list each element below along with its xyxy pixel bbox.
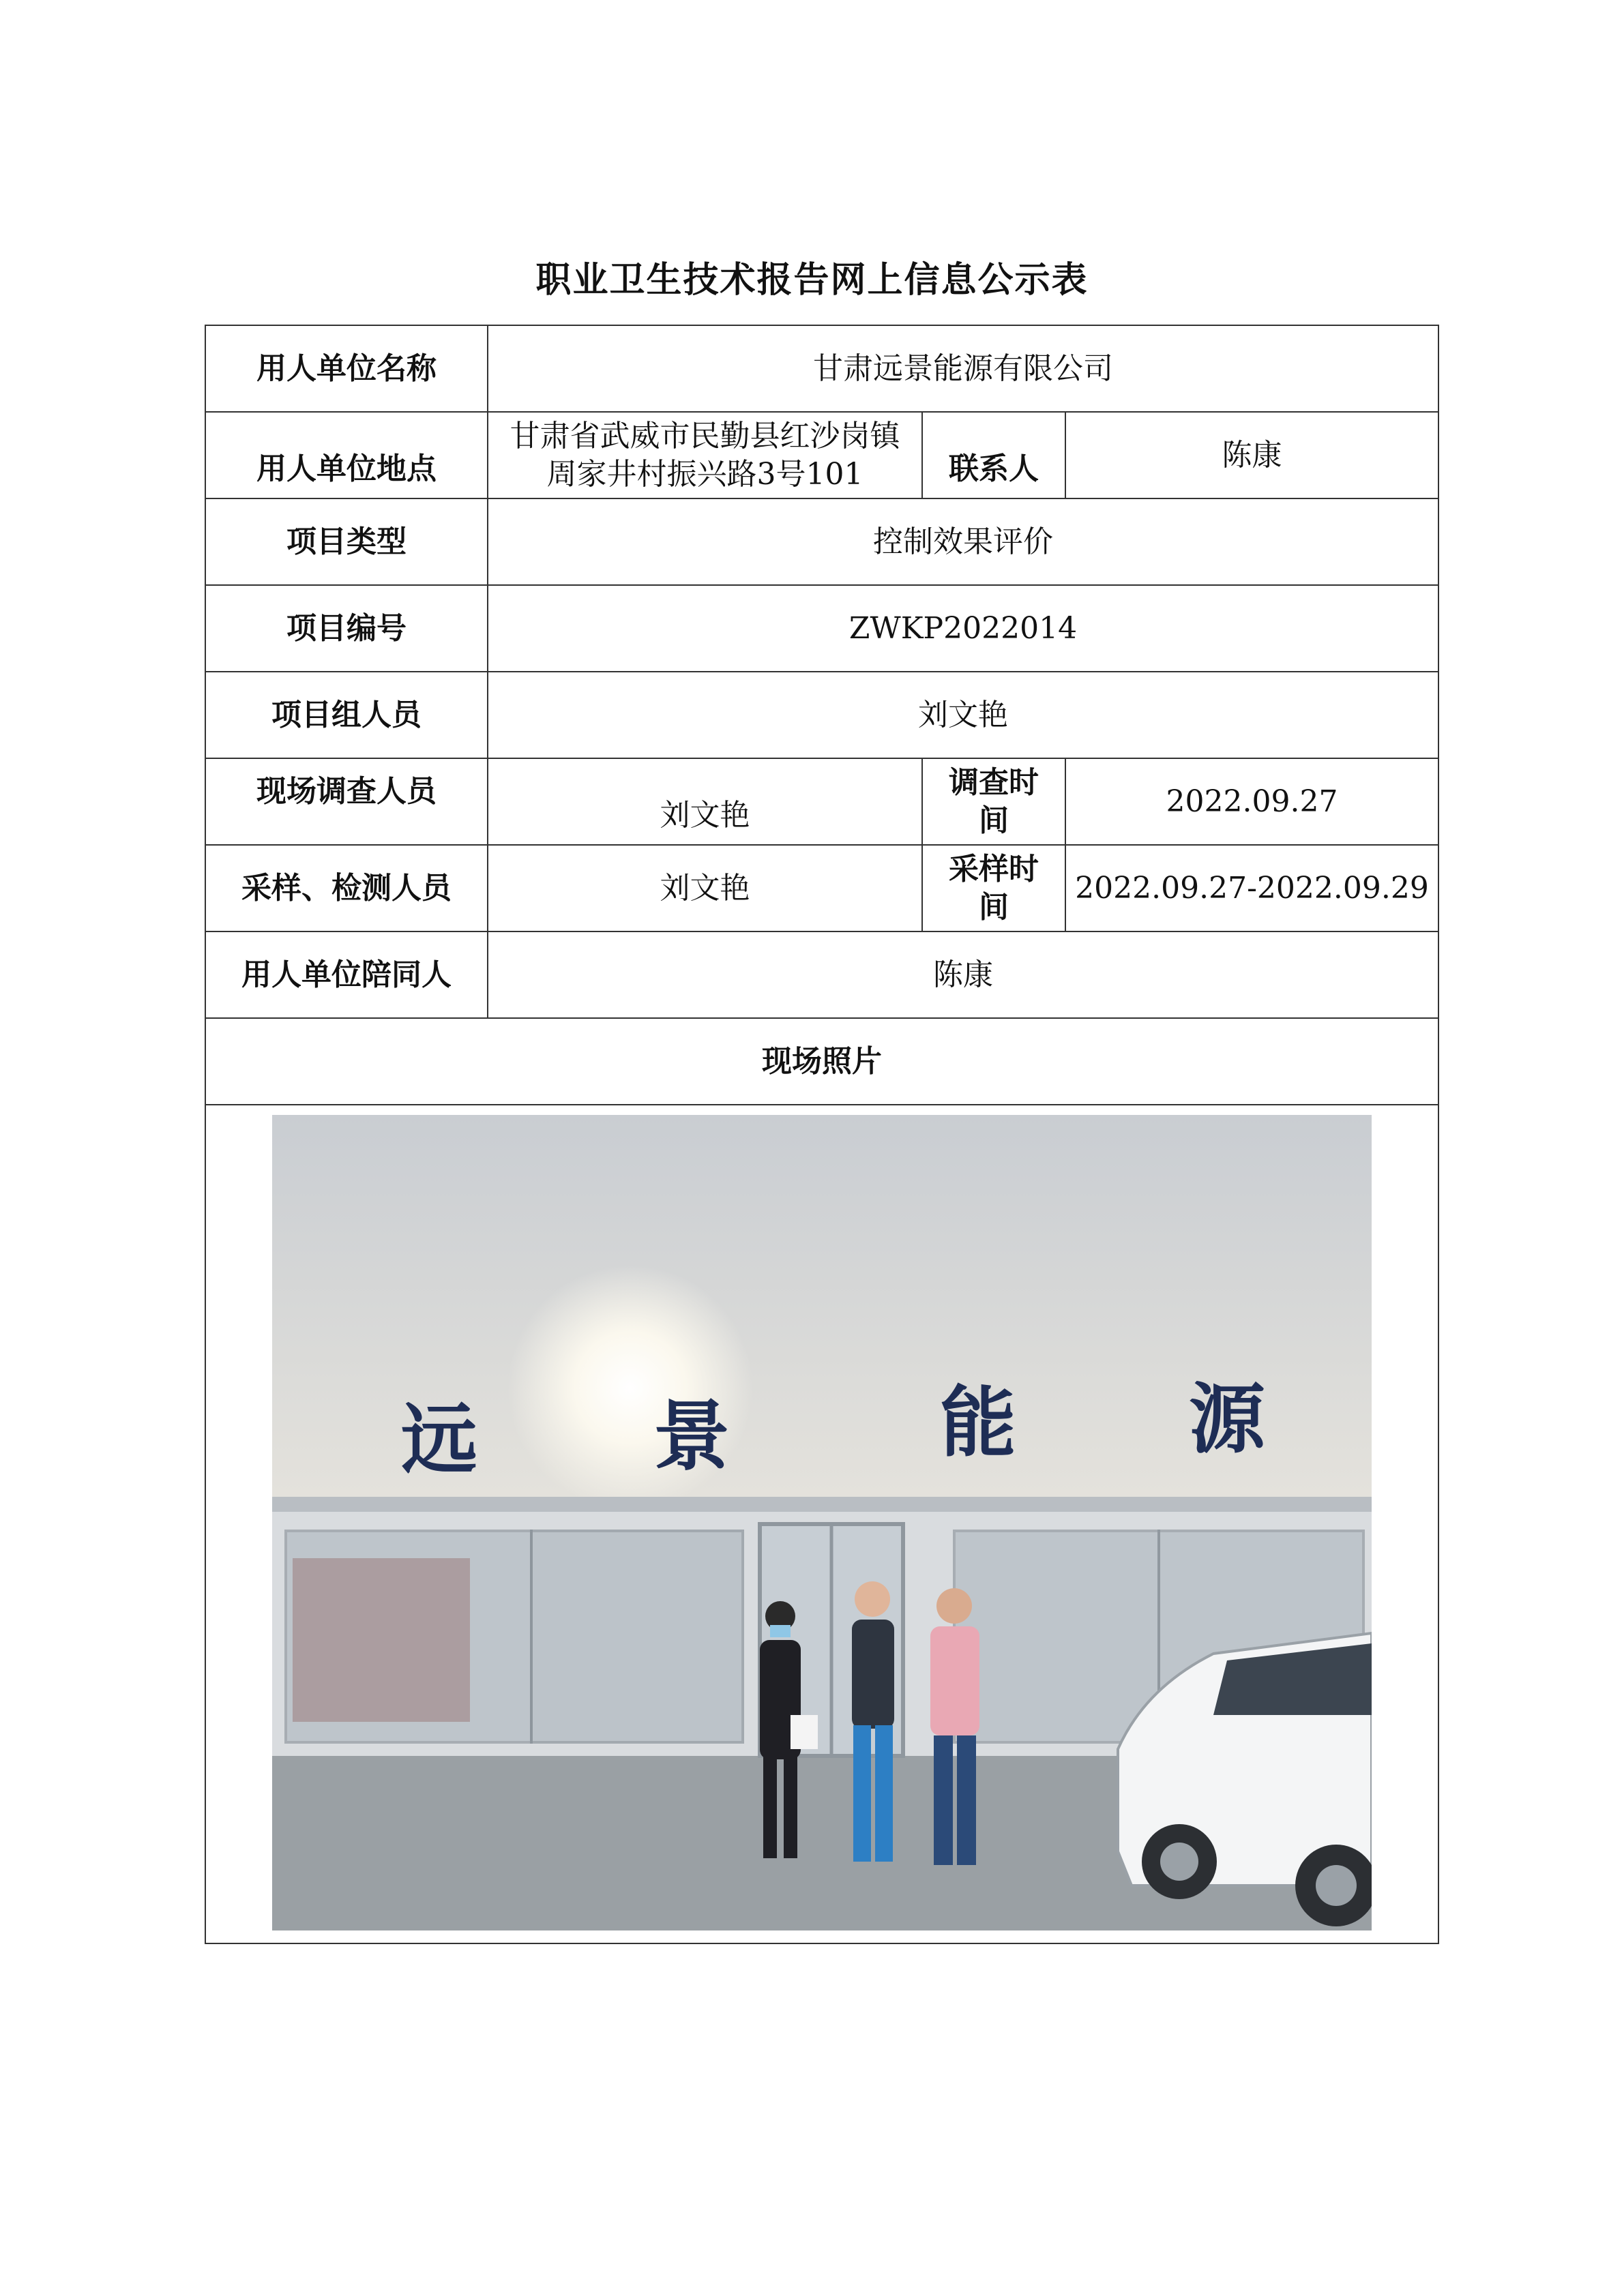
survey-time-label-line1: 调查时 [949,764,1039,800]
project-team-label: 项目组人员 [205,672,488,758]
row-employer-location [205,412,1438,498]
survey-time-label-line2: 间 [979,803,1009,838]
row-project-type [205,498,1438,585]
employer-location-value [488,412,922,498]
project-type-label: 项目类型 [205,498,488,585]
employer-location-line2: 周家井村振兴路3号101 [546,456,863,492]
site-survey-label: 现场调查人员 [205,758,488,845]
row-employer-name [205,325,1438,412]
site-photo [272,1115,1372,1930]
building-roof-edge [272,1497,1372,1512]
info-table [205,325,1439,1944]
escort-value: 陈康 [488,931,1438,1018]
sampling-time-label-line1: 采样时 [949,851,1039,886]
project-number-value: ZWKP2022014 [488,585,1438,672]
project-team-value: 刘文艳 [488,672,1438,758]
row-photos-header [205,1018,1438,1105]
employer-name-value: 甘肃远景能源有限公司 [488,325,1438,412]
sign-letter-4: 源 [1189,1375,1265,1464]
page-title: 职业卫生技术报告网上信息公示表 [535,260,1089,301]
survey-time-label [922,758,1065,845]
sampling-time-label-line2: 间 [979,889,1009,925]
sampling-value: 刘文艳 [488,845,922,931]
sampling-time-value: 2022.09.27-2022.09.29 [1065,845,1438,931]
site-photo-drawing [272,1115,1372,1930]
photos-label: 现场照片 [205,1018,1438,1105]
employer-location-label: 用人单位地点 [205,412,488,498]
contact-label: 联系人 [922,412,1065,498]
survey-time-value: 2022.09.27 [1065,758,1438,845]
sampling-time-label [922,845,1065,931]
employer-name-label: 用人单位名称 [205,325,488,412]
photo-cell [205,1105,1438,1943]
project-type-value: 控制效果评价 [488,498,1438,585]
row-photo [205,1105,1438,1943]
contact-value: 陈康 [1065,412,1438,498]
row-project-number [205,585,1438,672]
sign-letter-3: 能 [940,1379,1016,1467]
sign-letter-2: 景 [653,1392,730,1481]
project-number-label: 项目编号 [205,585,488,672]
row-sampling [205,845,1438,931]
sign-letter-1: 远 [401,1396,477,1485]
row-site-survey [205,758,1438,845]
escort-label: 用人单位陪同人 [205,931,488,1018]
row-project-team [205,672,1438,758]
row-escort [205,931,1438,1018]
employer-location-line1: 甘肃省武威市民勤县红沙岗镇 [510,418,900,453]
site-survey-value: 刘文艳 [488,758,922,845]
sampling-label: 采样、检测人员 [205,845,488,931]
